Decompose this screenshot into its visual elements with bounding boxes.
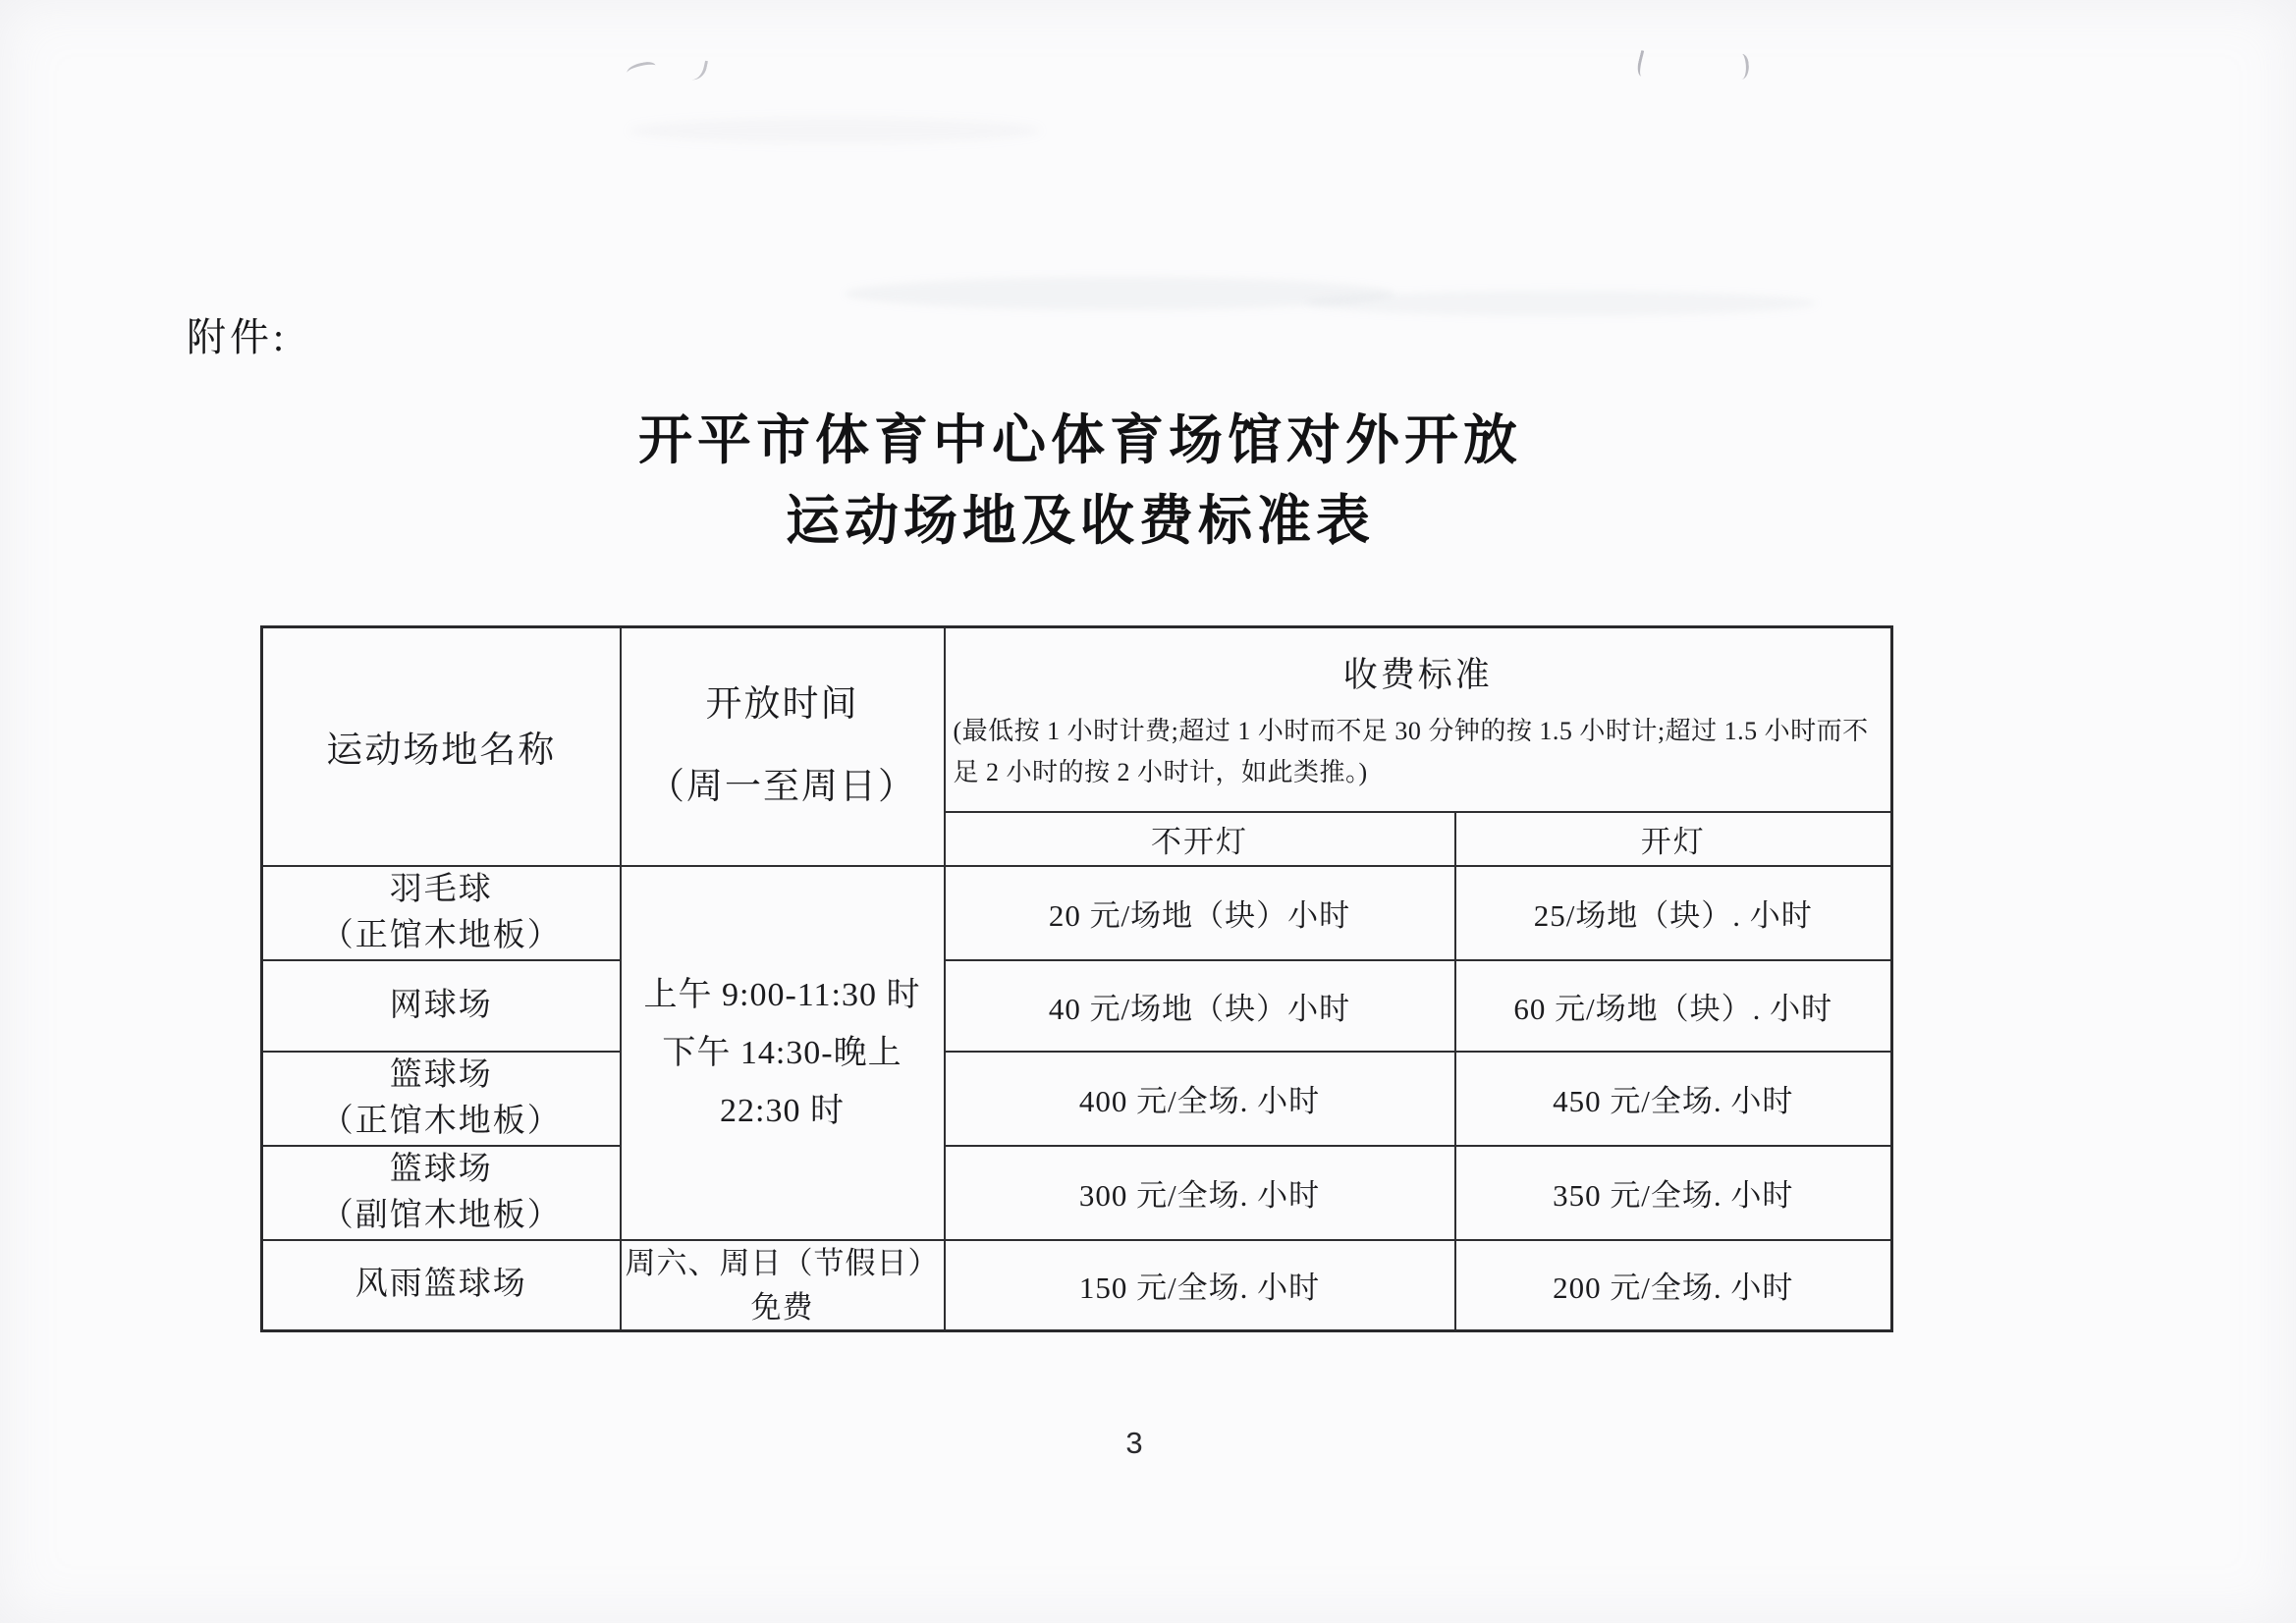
venue-subname: （正馆木地板）: [320, 917, 562, 953]
header-opening-hours-line2: （周一至周日）: [648, 767, 916, 808]
header-no-lights: 不开灯: [945, 812, 1455, 866]
fee-cell-no-light: 400 元/全场. 小时: [945, 1052, 1455, 1146]
venue-cell-tennis: [262, 960, 621, 1052]
scan-artifact: [1733, 53, 1751, 80]
fee-cell-no-light: 300 元/全场. 小时: [945, 1146, 1455, 1240]
scan-smudge: [629, 118, 1041, 143]
header-lights: 开灯: [1455, 812, 1892, 866]
fee-cell-no-light: 40 元/场地（块）小时: [945, 960, 1455, 1052]
venue-name: 风雨篮球场: [355, 1267, 527, 1303]
opening-hours-shared-cell: [621, 866, 945, 1240]
document-title-line2: 运动场地及收费标准表: [785, 491, 1375, 551]
fee-cell-light: 60 元/场地（块）. 小时: [1455, 960, 1892, 1052]
scan-smudge: [1306, 291, 1817, 316]
venue-cell-badminton: [262, 866, 621, 960]
opening-hours-afternoon: 下午 14:30-晚上 22:30 时: [662, 1034, 902, 1129]
scan-smudge: [845, 277, 1394, 310]
venue-cell-covered-basketball: [262, 1240, 621, 1331]
fee-standard-title: 收费标准: [1342, 655, 1493, 694]
venue-name: 网球场: [389, 987, 493, 1023]
scan-artifact: [626, 60, 657, 78]
document-title: [0, 401, 2160, 562]
venue-name: 羽毛球: [389, 871, 493, 907]
header-opening-hours: [621, 627, 945, 866]
document-title-line1: 开平市体育中心体育场馆对外开放: [637, 410, 1522, 470]
header-venue-name: 运动场地名称: [262, 627, 621, 866]
weekend-hours-line2: 免费: [750, 1289, 814, 1325]
venue-name: 篮球场: [389, 1056, 493, 1093]
venue-cell-basketball-secondary: [262, 1146, 621, 1240]
scan-artifact: [685, 57, 708, 81]
fee-table: [260, 625, 1893, 1332]
fee-cell-light: 450 元/全场. 小时: [1455, 1052, 1892, 1146]
opening-hours-weekend-cell: [621, 1240, 945, 1331]
header-opening-hours-line1: 开放时间: [705, 684, 859, 726]
opening-hours-morning: 上午 9:00-11:30 时: [643, 976, 921, 1013]
fee-cell-light: 350 元/全场. 小时: [1455, 1146, 1892, 1240]
venue-subname: （正馆木地板）: [320, 1103, 562, 1139]
weekend-hours-line1: 周六、周日（节假日）: [625, 1245, 940, 1280]
venue-cell-basketball-main: [262, 1052, 621, 1146]
venue-name: 篮球场: [389, 1151, 493, 1187]
fee-standard-note: (最低按 1 小时计费;超过 1 小时而不足 30 分钟的按 1.5 小时计;超过 1.5 小时而不足 2 小时的按 2 小时计，如此类推。): [953, 716, 1869, 786]
fee-cell-light: 25/场地（块）. 小时: [1455, 866, 1892, 960]
attachment-label: 附件:: [187, 315, 289, 359]
page-number: 3: [1125, 1426, 1143, 1460]
fee-cell-no-light: 150 元/全场. 小时: [945, 1240, 1455, 1331]
header-fee-standard: [945, 627, 1892, 812]
fee-cell-no-light: 20 元/场地（块）小时: [945, 866, 1455, 960]
fee-cell-light: 200 元/全场. 小时: [1455, 1240, 1892, 1331]
venue-subname: （副馆木地板）: [320, 1197, 562, 1233]
scan-artifact: [1635, 50, 1652, 78]
